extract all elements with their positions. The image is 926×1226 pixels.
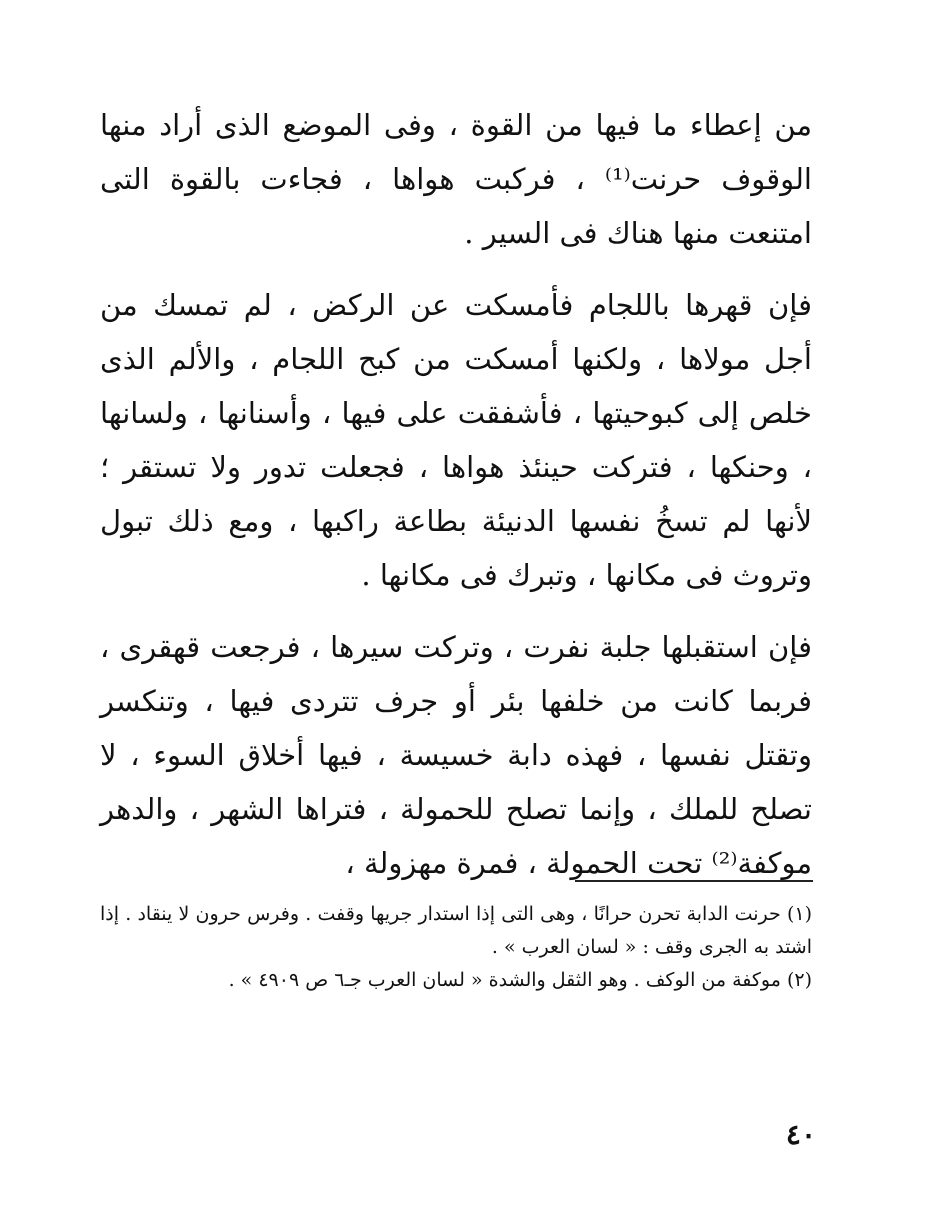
page-number: ٤٠ [785,1118,816,1151]
paragraph-3: فإن استقبلها جلبة نفرت ، وتركت سيرها ، فرجعت قهقرى ، فربما كانت من خلفها بئر أو جرف تتردى فيها ، وتنكسر وتقتل نفسها ، فهذه دابة خسيسة ، فيها أخلاق السوء ، لا تصلح للملك ، وإنما تصلح للحمولة ، فتراها الشهر ، والدهر موكفة⁽²⁾ تحت الحمولة ، فمرة مهزولة ، [100,630,813,880]
footnote-1: (١) حرنت الدابة تحرن حرانًا ، وهى التى إذا استدار جريها وقفت . وفرس حرون لا ينقاد . إذا اشتد به الجرى وقف : « لسان العرب » . [100,903,812,958]
paragraph-2: فإن قهرها باللجام فأمسكت عن الركض ، لم تمسك من أجل مولاها ، ولكنها أمسكت من كبح اللجام ، والألم الذى خلص إلى كبوحيتها ، فأشفقت على فيها ، وأسنانها ، ولسانها ، وحنكها ، فتركت حينئذ هواها ، فجعلت تدور ولا تستقر ؛ لأنها لم تسخُ نفسها الدنيئة بطاعة راكبها ، ومع ذلك تبول وتروث فى مكانها ، وتبرك فى مكانها . [100,288,812,592]
footnote-divider [575,880,813,882]
paragraph-1: من إعطاء ما فيها من القوة ، وفى الموضع الذى أراد منها الوقوف حرنت⁽¹⁾ ، فركبت هواها ، فجاءت بالقوة التى امتنعت منها هناك فى السير . [100,108,812,250]
main-text [100,98,812,890]
footnotes [100,898,812,997]
footnote-2: (٢) موكفة من الوكف . وهو الثقل والشدة « لسان العرب جـ٦ ص ٤٩٠٩ » . [228,969,812,991]
